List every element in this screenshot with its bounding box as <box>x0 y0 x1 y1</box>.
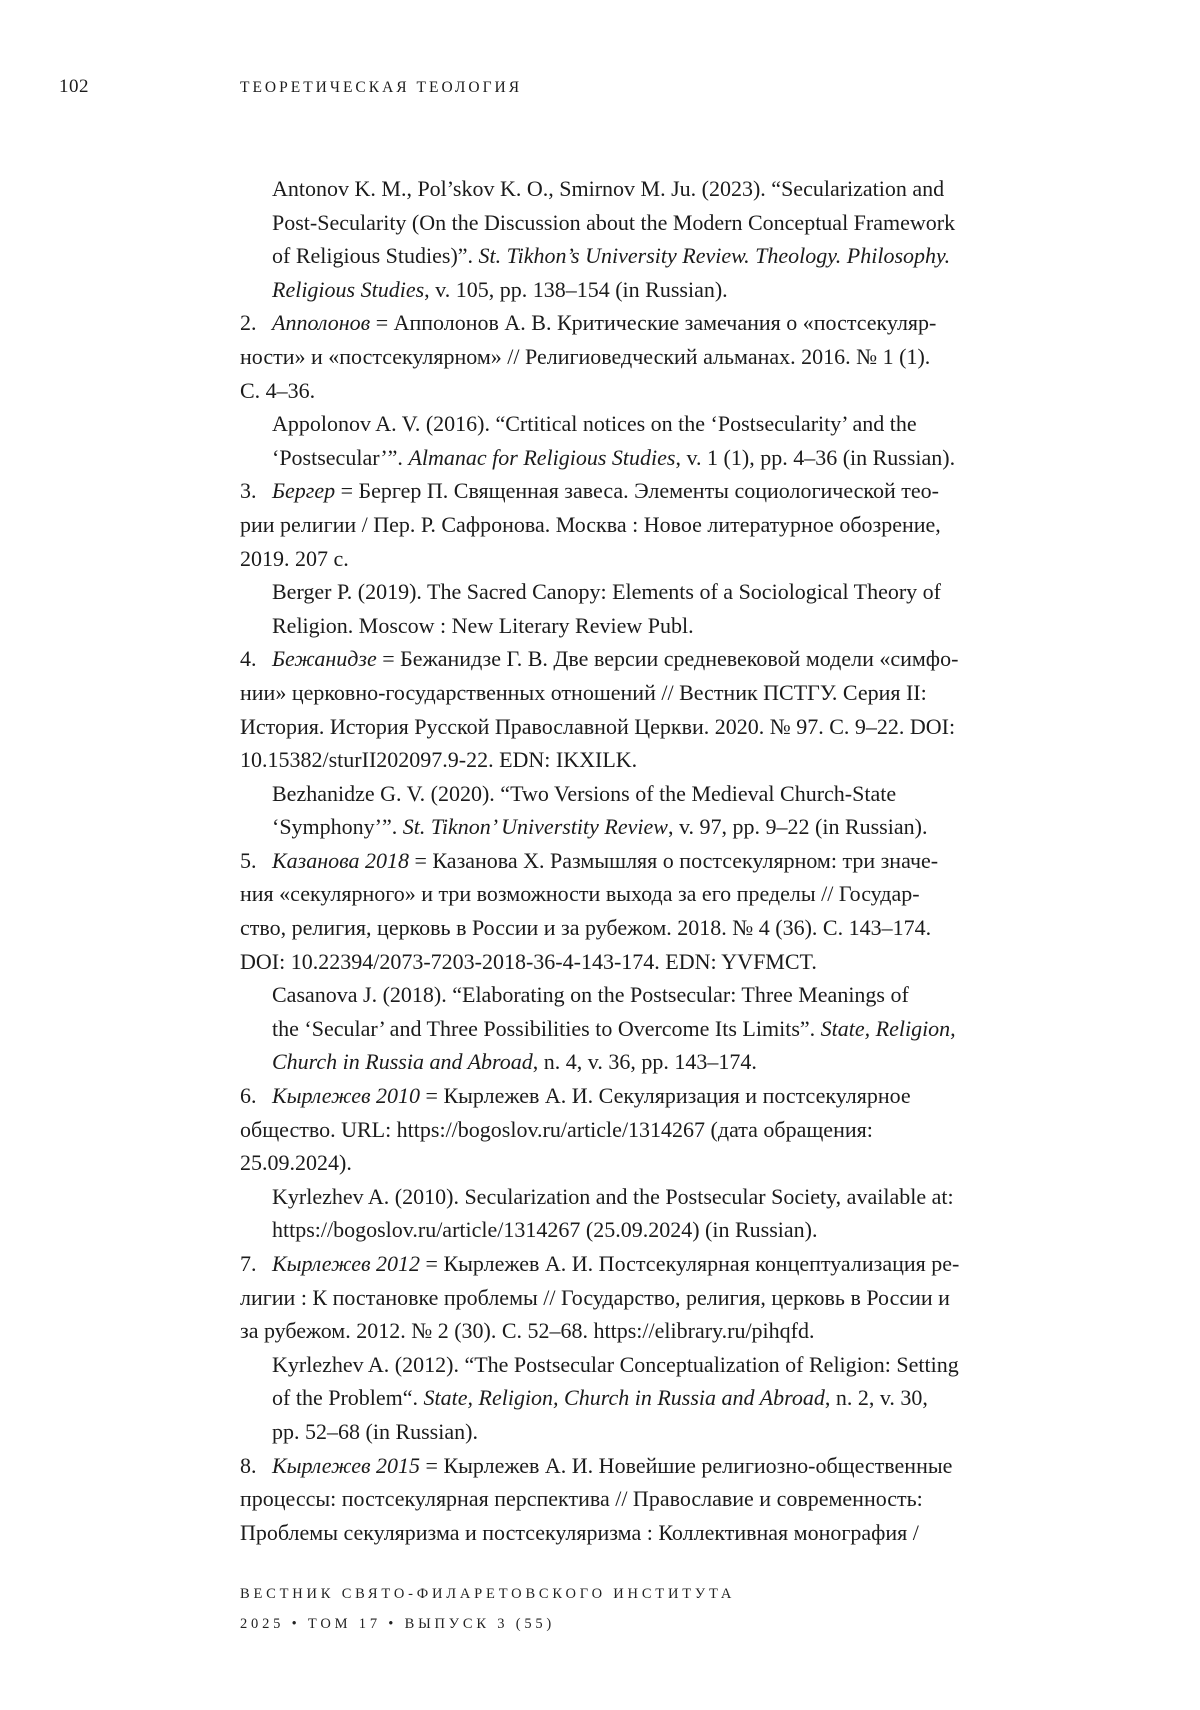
bib-entry <box>240 474 1030 575</box>
italic-text: Кырлежев 2010 <box>272 1083 421 1109</box>
entry-number: 3. <box>240 478 257 504</box>
bib-line <box>240 306 1030 340</box>
entry-text: процессы: постсекулярная перспектива // Православие и современность: <box>240 1486 923 1512</box>
italic-text: Бергер <box>272 478 336 504</box>
entry-text: the ‘Secular’ and Three Possibilities to Overcome Its Limits”. <box>272 1015 821 1041</box>
bib-translation <box>240 978 1030 1079</box>
entry-text: 25.09.2024). <box>240 1150 352 1176</box>
entry-text: Appolonov A. V. (2016). “Crtitical notices on the ‘Postsecularity’ and the <box>272 411 917 437</box>
bib-entry <box>240 1449 1030 1550</box>
footer-journal-title: ВЕСТНИК СВЯТО-ФИЛАРЕТОВСКОГО ИНСТИТУТА <box>240 1586 736 1602</box>
bib-line <box>240 978 1030 1012</box>
italic-text: Апполонов <box>272 310 371 336</box>
italic-text: Кырлежев 2012 <box>272 1251 421 1276</box>
bib-line <box>240 743 1030 777</box>
bib-line <box>240 609 1030 643</box>
italic-text: Church in Russia and Abroad <box>272 1049 533 1075</box>
entry-text: DOI: 10.22394/2073-7203-2018-36-4-143-174. EDN: YVFMCT. <box>240 948 817 974</box>
entry-text: , v. 97, pp. 9–22 (in Russian). <box>667 814 928 840</box>
bib-line <box>240 1415 1030 1449</box>
entry-text: https://bogoslov.ru/article/1314267 (25.09.2024) (in Russian). <box>272 1217 818 1243</box>
bib-line <box>240 474 1030 508</box>
bib-line <box>240 1079 1030 1113</box>
bib-line <box>240 508 1030 542</box>
page-header <box>0 76 1200 106</box>
bib-line <box>240 877 1030 911</box>
bib-line <box>240 1045 1030 1079</box>
footer-issue-info: 2025 • ТОМ 17 • ВЫПУСК 3 (55) <box>240 1616 556 1632</box>
italic-text: Кырлежев 2015 <box>272 1452 421 1478</box>
entry-text: = Кырлежев А. И. Секуляризация и постсекулярное <box>420 1083 911 1109</box>
entry-number: 5. <box>240 847 257 873</box>
entry-number: 2. <box>240 310 257 336</box>
entry-text: Post-Secularity (On the Discussion about the Modern Conceptual Framework <box>272 209 956 235</box>
italic-text: Бежанидзе <box>272 646 377 672</box>
entry-number: 6. <box>240 1083 257 1109</box>
entry-text: Antonov K. M., Pol’skov K. O., Smirnov M. Ju. (2023). “Secularization and <box>272 176 945 201</box>
bib-line <box>240 1348 1030 1382</box>
entry-text: С. 4–36. <box>240 377 316 403</box>
bib-entry <box>240 642 1030 776</box>
entry-text: ‘Postsecular’”. <box>272 444 409 470</box>
bib-line <box>240 844 1030 878</box>
bib-line <box>240 1281 1030 1315</box>
bib-line <box>240 1482 1030 1516</box>
entry-text: of the Problem“. <box>272 1385 424 1411</box>
bib-line <box>240 441 1030 475</box>
entry-number: 4. <box>240 646 257 672</box>
bib-line <box>240 575 1030 609</box>
bib-line <box>240 172 1030 206</box>
entry-text: Проблемы секуляризма и постсекуляризма : Коллективная монография / <box>240 1519 919 1545</box>
bib-line <box>240 407 1030 441</box>
entry-text: = Бергер П. Священная завеса. Элементы социологической тео- <box>335 478 939 504</box>
italic-text: State, Religion, <box>820 1015 956 1041</box>
entry-text: Berger P. (2019). The Sacred Canopy: Elements of a Sociological Theory of <box>272 579 942 605</box>
entry-text: Kyrlezhev A. (2012). “The Postsecular Conceptualization of Religion: Setting <box>272 1351 959 1377</box>
bib-translation <box>240 575 1030 642</box>
entry-text: pp. 52–68 (in Russian). <box>272 1418 478 1444</box>
entry-text: Religion. Moscow : New Literary Review Publ. <box>272 612 694 638</box>
bib-line <box>240 710 1030 744</box>
bib-line <box>240 273 1030 307</box>
entry-text: лигии : К постановке проблемы // Государство, религия, церковь в России и <box>240 1284 950 1310</box>
entry-text: = Кырлежев А. И. Новейшие религиозно-общественные <box>420 1452 953 1478</box>
bib-entry <box>240 306 1030 407</box>
italic-text: State, Religion, Church in Russia and Abroad <box>423 1385 825 1411</box>
bib-entry <box>240 1079 1030 1180</box>
bib-line <box>240 810 1030 844</box>
italic-text: Казанова 2018 <box>272 847 410 873</box>
bib-line <box>240 945 1030 979</box>
entry-text: История. История Русской Православной Церкви. 2020. № 97. С. 9–22. DOI: <box>240 713 956 739</box>
bib-translation <box>240 407 1030 474</box>
bib-line <box>240 340 1030 374</box>
bib-line <box>240 1180 1030 1214</box>
entry-number: 8. <box>240 1452 257 1478</box>
bib-line <box>240 1314 1030 1348</box>
entry-text: общество. URL: https://bogoslov.ru/article/1314267 (дата обращения: <box>240 1116 873 1142</box>
page-footer <box>240 1584 735 1634</box>
entry-number: 7. <box>240 1251 257 1276</box>
entry-text: = Казанова Х. Размышляя о постсекулярном: три значе- <box>409 847 939 873</box>
bib-line <box>240 542 1030 576</box>
bib-line <box>240 239 1030 273</box>
bib-line <box>240 374 1030 408</box>
bib-line <box>240 642 1030 676</box>
italic-text: St. Tikhon’s University Review. Theology. Philosophy. <box>478 243 951 269</box>
entry-text: = Кырлежев А. И. Постсекулярная концептуализация ре- <box>420 1251 960 1276</box>
bibliography <box>240 172 1030 1549</box>
entry-text: , n. 4, v. 36, pp. 143–174. <box>532 1049 757 1075</box>
entry-text: , v. 1 (1), pp. 4–36 (in Russian). <box>675 444 956 470</box>
bib-line <box>240 1516 1030 1550</box>
entry-text: Casanova J. (2018). “Elaborating on the Postsecular: Three Meanings of <box>272 982 909 1008</box>
entry-text: рии религии / Пер. Р. Сафронова. Москва : Новое литературное обозрение, <box>240 511 941 537</box>
bib-line <box>240 676 1030 710</box>
bib-entry <box>240 1247 1030 1348</box>
bib-line <box>240 1146 1030 1180</box>
bib-line <box>240 1113 1030 1147</box>
bib-line <box>240 1247 1030 1281</box>
bib-line <box>240 1012 1030 1046</box>
running-head: ТЕОРЕТИЧЕСКАЯ ТЕОЛОГИЯ <box>240 79 523 96</box>
entry-text: за рубежом. 2012. № 2 (30). С. 52–68. https://elibrary.ru/pihqfd. <box>240 1318 815 1344</box>
bib-line <box>240 1213 1030 1247</box>
bib-line <box>240 777 1030 811</box>
italic-text: St. Tiknon’ Universtity Review <box>402 814 668 840</box>
italic-text: Almanac for Religious Studies <box>408 444 676 470</box>
entry-text: Bezhanidze G. V. (2020). “Two Versions of the Medieval Church-State <box>272 780 897 806</box>
bib-translation <box>240 777 1030 844</box>
italic-text: Religious Studies <box>272 276 425 302</box>
entry-text: 2019. 207 с. <box>240 545 349 571</box>
entry-text: ности» и «постсекулярном» // Религиоведческий альманах. 2016. № 1 (1). <box>240 343 931 369</box>
bib-translation <box>240 1348 1030 1449</box>
entry-text: 10.15382/sturII202097.9-22. EDN: IKXILK. <box>240 747 638 773</box>
entry-text: нии» церковно-государственных отношений // Вестник ПСТГУ. Серия II: <box>240 679 927 705</box>
bib-line <box>240 206 1030 240</box>
entry-text: = Бежанидзе Г. В. Две версии средневековой модели «симфо- <box>376 646 959 672</box>
bib-line <box>240 911 1030 945</box>
entry-text: , v. 105, pp. 138–154 (in Russian). <box>424 276 728 302</box>
entry-text: of Religious Studies)”. <box>272 243 479 269</box>
bib-line <box>240 1449 1030 1483</box>
entry-text: ния «секулярного» и три возможности выхода за его пределы // Государ- <box>240 881 920 907</box>
entry-text: , n. 2, v. 30, <box>824 1385 928 1411</box>
entry-text: = Апполонов А. В. Критические замечания о «постсекуляр- <box>370 310 937 336</box>
bib-translation <box>240 172 1030 306</box>
entry-text: Kyrlezhev A. (2010). Secularization and the Postsecular Society, available at: <box>272 1183 954 1209</box>
bib-translation <box>240 1180 1030 1247</box>
entry-text: ‘Symphony’”. <box>272 814 403 840</box>
bib-entry <box>240 844 1030 978</box>
bib-line <box>240 1381 1030 1415</box>
page-number: 102 <box>59 76 89 97</box>
entry-text: ство, религия, церковь в России и за рубежом. 2018. № 4 (36). С. 143–174. <box>240 915 932 941</box>
